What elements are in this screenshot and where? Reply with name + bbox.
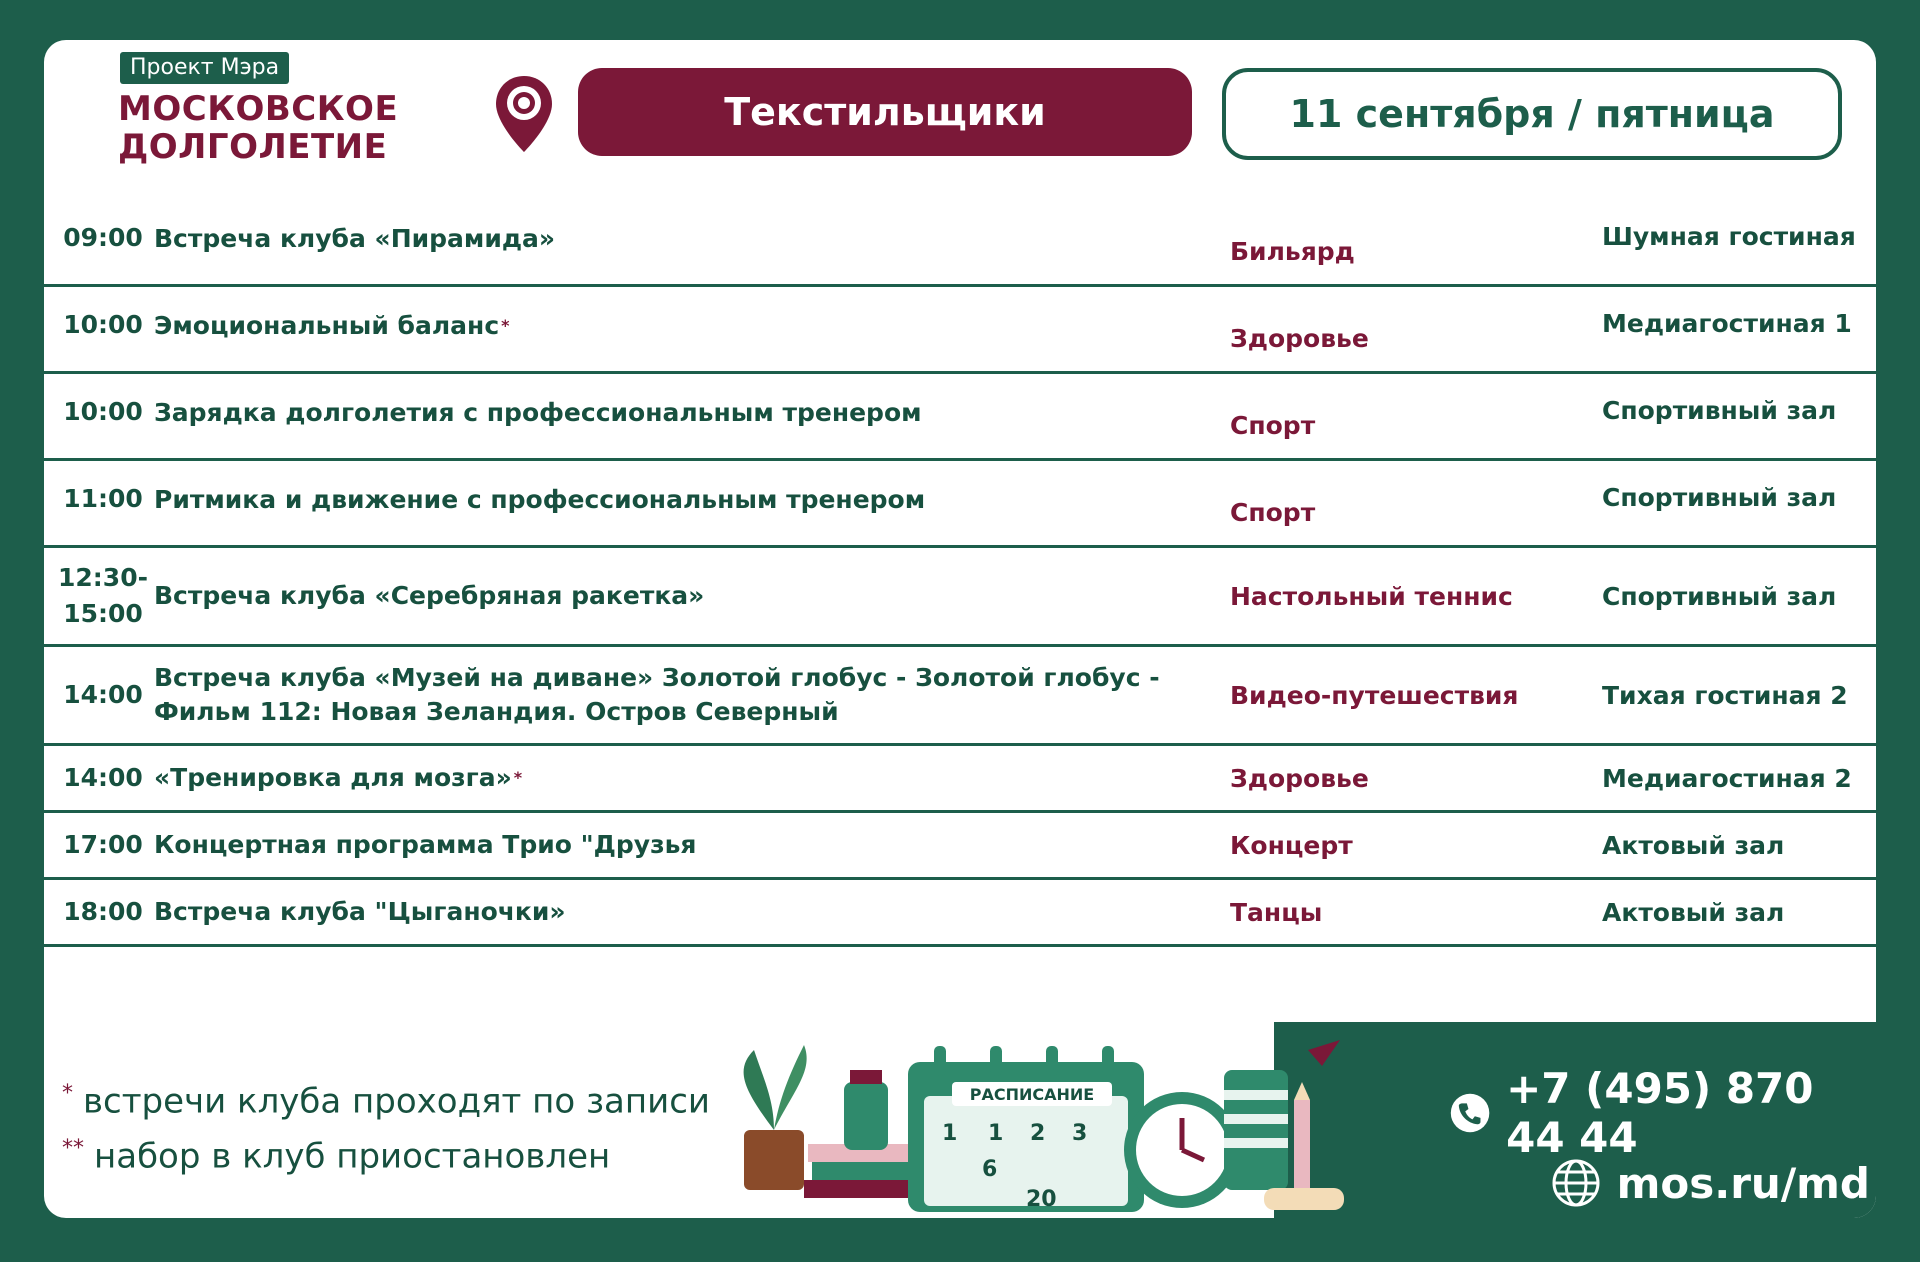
calendar-day: 6 bbox=[982, 1157, 998, 1182]
event-time: 18:00 bbox=[63, 897, 143, 926]
event-place: Тихая гостиная 2 bbox=[1602, 680, 1848, 710]
schedule-row bbox=[44, 461, 1876, 548]
schedule-row bbox=[44, 746, 1876, 813]
event-time: 11:00 bbox=[63, 484, 143, 513]
event-place: Спортивный зал bbox=[1602, 581, 1837, 611]
event-time: 17:00 bbox=[63, 830, 143, 859]
globe-icon bbox=[1551, 1158, 1601, 1208]
event-title: Зарядка долголетия с профессиональным тренером bbox=[154, 398, 922, 427]
event-category: Здоровье bbox=[1230, 763, 1369, 793]
event-title: Встреча клуба "Цыганочки» bbox=[154, 897, 566, 926]
schedule-row bbox=[44, 813, 1876, 880]
event-category: Бильярд bbox=[1230, 237, 1355, 266]
event-category: Концерт bbox=[1230, 830, 1353, 860]
schedule-table bbox=[44, 200, 1876, 947]
schedule-illustration bbox=[704, 990, 1384, 1218]
event-place: Шумная гостиная bbox=[1602, 222, 1856, 251]
event-category: Настольный теннис bbox=[1230, 581, 1513, 611]
phone-number[interactable]: +7 (495) 870 44 44 bbox=[1506, 1064, 1814, 1162]
footnote-registration: * встречи клуба проходят по записи bbox=[62, 1081, 711, 1122]
event-place: Медиагостиная 2 bbox=[1602, 763, 1852, 793]
event-title: Эмоциональный баланс * bbox=[154, 287, 1264, 371]
calendar-day: 20 bbox=[1026, 1187, 1057, 1212]
event-time: 14:00 bbox=[63, 763, 143, 792]
brand-logo bbox=[118, 90, 398, 166]
event-time: 09:00 bbox=[63, 223, 143, 252]
calendar-day: 1 bbox=[988, 1121, 1004, 1146]
phone-line bbox=[1450, 1064, 1870, 1162]
event-category: Спорт bbox=[1230, 411, 1316, 440]
schedule-row bbox=[44, 548, 1876, 647]
footnote-mark: ** bbox=[62, 1136, 84, 1162]
brand-line-2: ДОЛГОЛЕТИЕ bbox=[118, 127, 388, 167]
event-title: Встреча клуба «Музей на диване» Золотой глобус - Золотой глобус - Фильм 112: Новая Зеландия. Остров Северный bbox=[154, 663, 1160, 726]
schedule-row bbox=[44, 647, 1876, 746]
event-title: Ритмика и движение с профессиональным тренером bbox=[154, 485, 926, 514]
event-title: Встреча клуба «Серебряная ракетка» bbox=[154, 581, 705, 610]
registration-mark: * bbox=[513, 768, 523, 787]
phone-icon bbox=[1450, 1088, 1490, 1138]
event-title: Концертная программа Трио "Друзья bbox=[154, 830, 697, 859]
calendar-label: РАСПИСАНИЕ bbox=[969, 1085, 1095, 1104]
schedule-row bbox=[44, 374, 1876, 461]
footnote-closed: ** набор в клуб приостановлен bbox=[62, 1136, 611, 1177]
calendar-day: 2 bbox=[1030, 1121, 1046, 1146]
schedule-row bbox=[44, 287, 1876, 374]
calendar-day: 3 bbox=[1072, 1121, 1088, 1146]
website-link[interactable]: mos.ru/md bbox=[1616, 1158, 1870, 1208]
contact-info bbox=[1450, 1064, 1870, 1218]
location-title: Текстильщики bbox=[578, 68, 1192, 156]
event-time: 14:00 bbox=[63, 680, 143, 709]
event-time: 10:00 bbox=[63, 397, 143, 426]
event-time: 12:30- 15:00 bbox=[58, 563, 148, 628]
schedule-row bbox=[44, 200, 1876, 287]
footnotes bbox=[62, 1070, 710, 1181]
event-place: Спортивный зал bbox=[1602, 483, 1837, 512]
poster-card bbox=[44, 40, 1876, 1218]
event-place: Актовый зал bbox=[1602, 830, 1785, 860]
date-label: 11 сентября / пятница bbox=[1222, 68, 1842, 160]
event-category: Танцы bbox=[1230, 897, 1323, 927]
location-pin-icon bbox=[492, 72, 556, 156]
event-place: Спортивный зал bbox=[1602, 396, 1837, 425]
event-title: Встреча клуба «Пирамида» bbox=[154, 224, 556, 253]
event-place: Медиагостиная 1 bbox=[1602, 309, 1852, 338]
event-category: Здоровье bbox=[1230, 324, 1369, 353]
event-category: Видео-путешествия bbox=[1230, 680, 1519, 710]
brand-line-1: МОСКОВСКОЕ bbox=[118, 89, 399, 129]
project-badge: Проект Мэра bbox=[120, 52, 289, 84]
calendar-day: 1 bbox=[942, 1121, 958, 1146]
registration-mark: * bbox=[501, 316, 510, 335]
schedule-row bbox=[44, 880, 1876, 947]
footnote-mark: * bbox=[62, 1081, 73, 1106]
event-time: 10:00 bbox=[63, 310, 143, 339]
event-place: Актовый зал bbox=[1602, 897, 1785, 927]
event-category: Спорт bbox=[1230, 498, 1316, 527]
event-title: «Тренировка для мозга» * bbox=[154, 746, 1264, 810]
